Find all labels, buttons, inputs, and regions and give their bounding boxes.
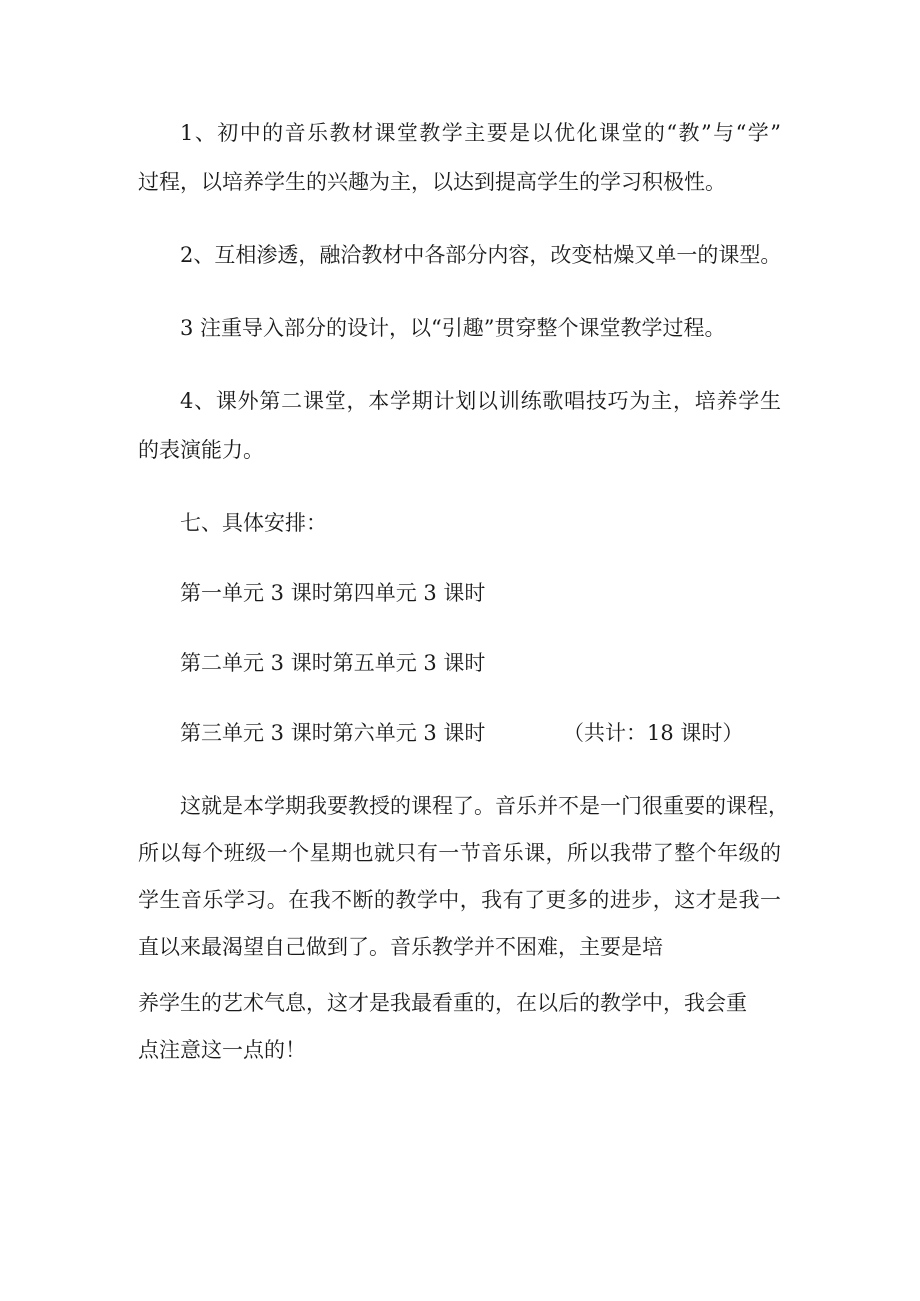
closing-line-3: 学生音乐学习。在我不断的教学中，我有了更多的进步，这才是我一 <box>138 888 781 912</box>
schedule-total: （共计：18 课时） <box>563 721 744 745</box>
item-4-line-1: 4、课外第二课堂，本学期计划以训练歌唱技巧为主，培养学生 <box>180 389 781 413</box>
item-1-line-2: 过程，以培养学生的兴趣为主，以达到提高学生的学习积极性。 <box>138 170 726 194</box>
schedule-row-1: 第一单元 3 课时第四单元 3 课时 <box>180 581 486 605</box>
item-2: 2、互相渗透，融洽教材中各部分内容，改变枯燥又单一的课型。 <box>180 243 782 267</box>
schedule-row-2: 第二单元 3 课时第五单元 3 课时 <box>180 651 486 675</box>
closing-line-6: 点注意这一点的！ <box>138 1038 306 1062</box>
section-7-heading: 七、具体安排： <box>180 511 327 535</box>
item-3: 3 注重导入部分的设计，以“引趣”贯穿整个课堂教学过程。 <box>180 316 726 340</box>
closing-line-1: 这就是本学期我要教授的课程了。音乐并不是一门很重要的课程， <box>180 794 789 818</box>
closing-line-5: 养学生的艺术气息，这才是我最看重的，在以后的教学中，我会重 <box>138 991 747 1015</box>
closing-line-4: 直以来最渴望自己做到了。音乐教学并不困难，主要是培 <box>138 935 663 959</box>
closing-line-2: 所以每个班级一个星期也就只有一节音乐课，所以我带了整个年级的 <box>138 841 781 865</box>
item-1-line-1: 1、初中的音乐教材课堂教学主要是以优化课堂的“教”与“学” <box>180 121 781 145</box>
item-4-line-2: 的表演能力。 <box>138 438 264 462</box>
schedule-row-3: 第三单元 3 课时第六单元 3 课时 <box>180 721 486 745</box>
